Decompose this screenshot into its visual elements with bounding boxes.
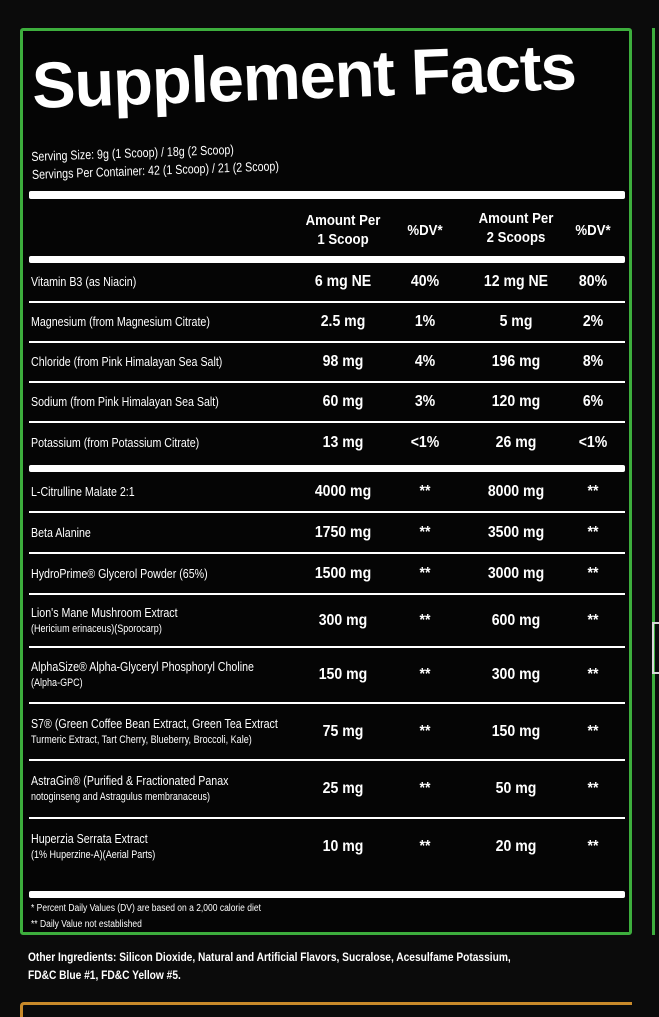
header-text: Amount Per xyxy=(305,212,381,229)
ingredient-name-text: Sodium (from Pink Himalayan Sea Salt) xyxy=(31,394,219,409)
daily-value-cell: 8% xyxy=(582,353,604,370)
adjacent-panel-tab xyxy=(652,622,659,674)
amount-cell: 600 mg xyxy=(491,611,541,629)
amount-cell: 4000 mg xyxy=(314,482,372,500)
servings-per-container: Servings Per Container: 42 (1 Scoop) / 21 (2 Scoop) xyxy=(31,158,280,182)
amount-cell: 1500 mg xyxy=(314,564,372,582)
amount-cell: 300 mg xyxy=(491,666,541,683)
daily-value-cell: ** xyxy=(587,611,599,629)
ingredient-name-text: HydroPrime® Glycerol Powder (65%) xyxy=(31,565,208,581)
divider-thick-header xyxy=(29,256,625,263)
daily-value-cell: 40% xyxy=(410,273,440,290)
ingredient-source-text: (Hericium erinaceus)(Sporocarp) xyxy=(31,622,162,635)
serving-info xyxy=(31,139,279,184)
ingredient-name xyxy=(31,525,91,541)
footnotes xyxy=(31,901,261,933)
ingredient-name-text: S7® (Green Coffee Bean Extract, Green Tea Extract xyxy=(31,715,278,731)
table-row xyxy=(29,383,625,423)
ingredient-name xyxy=(31,274,136,290)
table-row xyxy=(29,819,625,877)
daily-value-cell: ** xyxy=(587,564,599,582)
header-dv-1: %DV* xyxy=(407,222,443,239)
amount-cell: 120 mg xyxy=(491,393,541,410)
ingredient-name xyxy=(31,435,199,451)
daily-value-cell: ** xyxy=(419,838,431,855)
daily-value-cell: ** xyxy=(419,523,431,541)
daily-value-cell: 6% xyxy=(582,393,604,410)
amount-cell: 2.5 mg xyxy=(320,313,366,330)
daily-value-cell: ** xyxy=(419,722,431,740)
amount-cell: 6 mg NE xyxy=(314,273,372,290)
ingredient-name xyxy=(31,831,155,863)
ingredient-name xyxy=(31,716,278,748)
daily-value-cell: ** xyxy=(587,666,599,683)
amount-cell: 98 mg xyxy=(322,353,364,370)
ingredient-name xyxy=(31,566,208,582)
amount-cell: 300 mg xyxy=(318,611,368,629)
ingredient-name xyxy=(31,605,178,637)
ingredient-name xyxy=(31,773,228,805)
header-amount-1-scoop xyxy=(299,211,387,249)
table-row xyxy=(29,648,625,704)
amount-cell: 60 mg xyxy=(322,393,364,410)
daily-value-cell: <1% xyxy=(578,434,608,451)
amount-cell: 150 mg xyxy=(318,666,368,683)
ingredient-name xyxy=(31,314,210,330)
header-text: 2 Scoops xyxy=(486,229,546,246)
table-row xyxy=(29,343,625,383)
amount-cell: 25 mg xyxy=(322,780,364,797)
table-row xyxy=(29,423,625,465)
ingredient-name-text: AlphaSize® Alpha-Glyceryl Phosphoryl Choline xyxy=(31,659,254,674)
daily-value-cell: 3% xyxy=(414,393,436,410)
serving-size: Serving Size: 9g (1 Scoop) / 18g (2 Scoop) xyxy=(31,141,235,164)
divider-thick-bottom xyxy=(29,891,625,898)
daily-value-cell: ** xyxy=(587,780,599,797)
header-amount-2-scoops xyxy=(468,209,565,247)
daily-value-cell: 4% xyxy=(414,353,436,370)
amount-cell: 3500 mg xyxy=(487,523,545,541)
amount-cell: 8000 mg xyxy=(487,482,545,500)
ingredient-name-text: Potassium (from Potassium Citrate) xyxy=(31,435,200,450)
daily-value-cell: 1% xyxy=(414,313,436,330)
divider-thick-mid xyxy=(29,465,625,472)
ingredient-source-text: (1% Huperzine-A)(Aerial Parts) xyxy=(31,849,156,861)
footnote-dv: * Percent Daily Values (DV) are based on a 2,000 calorie diet xyxy=(31,903,261,914)
ingredient-name-text: Chloride (from Pink Himalayan Sea Salt) xyxy=(31,354,223,369)
daily-value-cell: ** xyxy=(419,780,431,797)
supplement-facts-panel xyxy=(20,28,632,935)
table-row xyxy=(29,595,625,648)
ingredient-name xyxy=(31,394,219,410)
header-text: 1 Scoop xyxy=(317,231,369,248)
ingredient-source-text: notoginseng and Astragulus membranaceus) xyxy=(31,791,211,803)
other-ingredients-line-1: Other Ingredients: Silicon Dioxide, Natural and Artificial Flavors, Sucralose, Acesulfame Potassium, xyxy=(28,950,511,964)
daily-value-cell: ** xyxy=(587,838,599,855)
daily-value-cell: ** xyxy=(419,666,431,683)
daily-value-cell: ** xyxy=(587,722,599,740)
table-row xyxy=(29,761,625,819)
daily-value-cell: 2% xyxy=(582,313,604,330)
amount-cell: 12 mg NE xyxy=(483,273,549,290)
amount-cell: 75 mg xyxy=(322,722,364,740)
ingredient-name-text: AstraGin® (Purified & Fractionated Panax xyxy=(31,773,229,788)
daily-value-cell: ** xyxy=(419,564,431,582)
amount-cell: 150 mg xyxy=(491,722,541,740)
adjacent-panel-edge xyxy=(652,28,659,935)
amount-cell: 196 mg xyxy=(491,353,541,370)
ingredient-source-text: Turmeric Extract, Tart Cherry, Blueberry, Broccoli, Kale) xyxy=(31,733,252,746)
daily-value-cell: <1% xyxy=(410,434,440,451)
daily-value-cell: ** xyxy=(419,482,431,500)
daily-value-cell: 80% xyxy=(578,273,608,290)
divider-thick-top xyxy=(29,191,625,199)
ingredient-source-text: (Alpha-GPC) xyxy=(31,677,83,689)
footnote-not-established: ** Daily Value not established xyxy=(31,919,142,930)
table-row xyxy=(29,554,625,595)
panel-title: Supplement Facts xyxy=(30,30,577,122)
ingredient-name-text: Beta Alanine xyxy=(31,524,91,540)
table-row xyxy=(29,263,625,303)
amount-cell: 1750 mg xyxy=(314,523,372,541)
amount-cell: 10 mg xyxy=(322,838,364,855)
ingredient-name-text: L-Citrulline Malate 2:1 xyxy=(31,483,135,499)
other-ingredients-line-2: FD&C Blue #1, FD&C Yellow #5. xyxy=(28,968,181,982)
table-row xyxy=(29,303,625,343)
table-row xyxy=(29,704,625,761)
amount-cell: 5 mg xyxy=(499,313,533,330)
amount-cell: 26 mg xyxy=(495,434,537,451)
amount-cell: 13 mg xyxy=(322,434,364,451)
ingredient-name-text: Magnesium (from Magnesium Citrate) xyxy=(31,314,210,329)
ingredient-name xyxy=(31,354,222,370)
table-row xyxy=(29,472,625,513)
amount-cell: 3000 mg xyxy=(487,564,545,582)
ingredient-name xyxy=(31,484,135,500)
other-ingredients xyxy=(28,948,511,984)
ingredient-name-text: Lion's Mane Mushroom Extract xyxy=(31,604,178,620)
header-dv-2: %DV* xyxy=(575,222,611,239)
daily-value-cell: ** xyxy=(419,611,431,629)
ingredient-name-text: Huperzia Serrata Extract xyxy=(31,831,148,846)
amount-cell: 20 mg xyxy=(495,838,537,855)
daily-value-cell: ** xyxy=(587,523,599,541)
amount-cell: 50 mg xyxy=(495,780,537,797)
header-text: Amount Per xyxy=(478,210,554,227)
ingredient-name xyxy=(31,659,254,691)
ingredient-name-text: Vitamin B3 (as Niacin) xyxy=(31,274,137,289)
table-row xyxy=(29,513,625,554)
adjacent-label-edge xyxy=(20,1002,632,1017)
daily-value-cell: ** xyxy=(587,482,599,500)
